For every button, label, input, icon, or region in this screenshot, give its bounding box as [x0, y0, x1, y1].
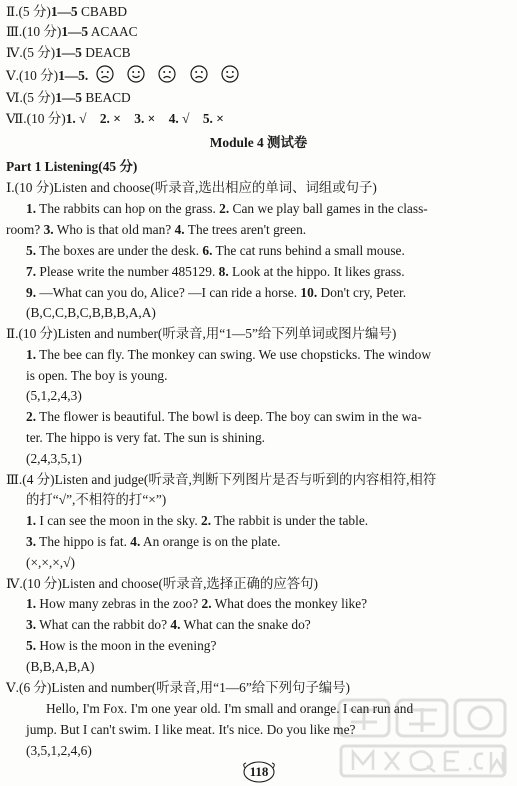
sad-face-icon	[158, 65, 176, 89]
section-2-line: 1. The bee can fly. The monkey can swing. We use chopsticks. The window	[26, 347, 432, 362]
sad-face-icon	[96, 65, 114, 89]
answer-line-2: Ⅱ.(5 分)1—5 CBABD	[6, 4, 128, 19]
section-2-answer: (5,1,2,4,3)	[26, 388, 82, 403]
part-title: Part 1 Listening(45 分)	[6, 159, 138, 174]
section-2-line: 2. The flower is beautiful. The bowl is deep. The boy can swim in the wa-	[26, 409, 422, 424]
watermark-logo	[335, 696, 510, 782]
answer-line-3: Ⅲ.(10 分)1—5 ACAAC	[6, 24, 138, 39]
section-5-head: Ⅴ.(6 分)Listen and number(听录音,用“1—6”给下列句子编号)	[6, 680, 351, 695]
answer-line-5: Ⅴ.(10 分)1—5.	[6, 65, 249, 89]
sad-face-icon	[190, 65, 208, 89]
faces-row	[96, 65, 249, 89]
section-1-head: Ⅰ.(10 分)Listen and choose(听录音,选出相应的单词、词组或句子)	[6, 180, 377, 195]
answer-line-7: Ⅶ.(10 分)1. √ 2. × 3. × 4. √ 5. ×	[6, 111, 224, 126]
section-4-line: 3. What can the rabbit do? 4. What can the snake do?	[26, 617, 311, 632]
section-3-head-cont: 的打“√”,不相符的打“×”)	[26, 492, 167, 507]
section-3-line: 1. I can see the moon in the sky. 2. The rabbit is under the table.	[26, 513, 369, 528]
section-5-passage: jump. But I can't swim. I like meat. It's nice. Do you like me?	[26, 722, 356, 737]
answer-line-4: Ⅳ.(5 分)1—5 DEACB	[6, 45, 131, 60]
section-3-answer: (×,×,×,√)	[26, 555, 75, 570]
section-3-head: Ⅲ.(4 分)Listen and judge(听录音,判断下列图片是否与听到的内容相符,相符	[6, 472, 437, 487]
section-2-line: ter. The hippo is very fat. The sun is shining.	[26, 430, 266, 445]
section-1-line: 1. The rabbits can hop on the grass. 2. Can we play ball games in the class-	[26, 201, 428, 216]
section-4-answer: (B,B,A,B,A)	[26, 659, 95, 674]
section-1-line: room? 3. Who is that old man? 4. The trees aren't green.	[6, 222, 307, 237]
section-1-line: 5. The boxes are under the desk. 6. The cat runs behind a small mouse.	[26, 243, 405, 258]
section-1-line: 7. Please write the number 485129. 8. Look at the hippo. It likes grass.	[26, 264, 405, 279]
page-number	[241, 760, 277, 784]
page-number-text: 118	[249, 764, 269, 779]
section-3-line: 3. The hippo is fat. 4. An orange is on the plate.	[26, 534, 281, 549]
section-1-answer: (B,C,C,B,C,B,B,B,A,A)	[26, 305, 156, 320]
section-1-line: 9. —What can you do, Alice? —I can ride a horse. 10. Don't cry, Peter.	[26, 285, 407, 300]
section-5-answer: (3,5,1,2,4,6)	[26, 743, 92, 758]
section-2-line: is open. The boy is young.	[26, 368, 168, 383]
section-4-line: 5. How is the moon in the evening?	[26, 638, 217, 653]
section-2-answer: (2,4,3,5,1)	[26, 451, 82, 466]
answer-line-6: Ⅵ.(5 分)1—5 BEACD	[6, 90, 131, 105]
happy-face-icon	[221, 65, 239, 89]
section-4-head: Ⅳ.(10 分)Listen and choose(听录音,选择正确的应答句)	[6, 576, 319, 591]
section-4-line: 1. How many zebras in the zoo? 2. What does the monkey like?	[26, 596, 368, 611]
section-2-head: Ⅱ.(10 分)Listen and number(听录音,用“1—5”给下列单词或图片编号)	[6, 326, 397, 341]
module-title: Module 4 测试卷	[209, 135, 308, 150]
section-5-passage: Hello, I'm Fox. I'm one year old. I'm small and orange. I can run and	[46, 701, 414, 716]
happy-face-icon	[127, 65, 145, 89]
